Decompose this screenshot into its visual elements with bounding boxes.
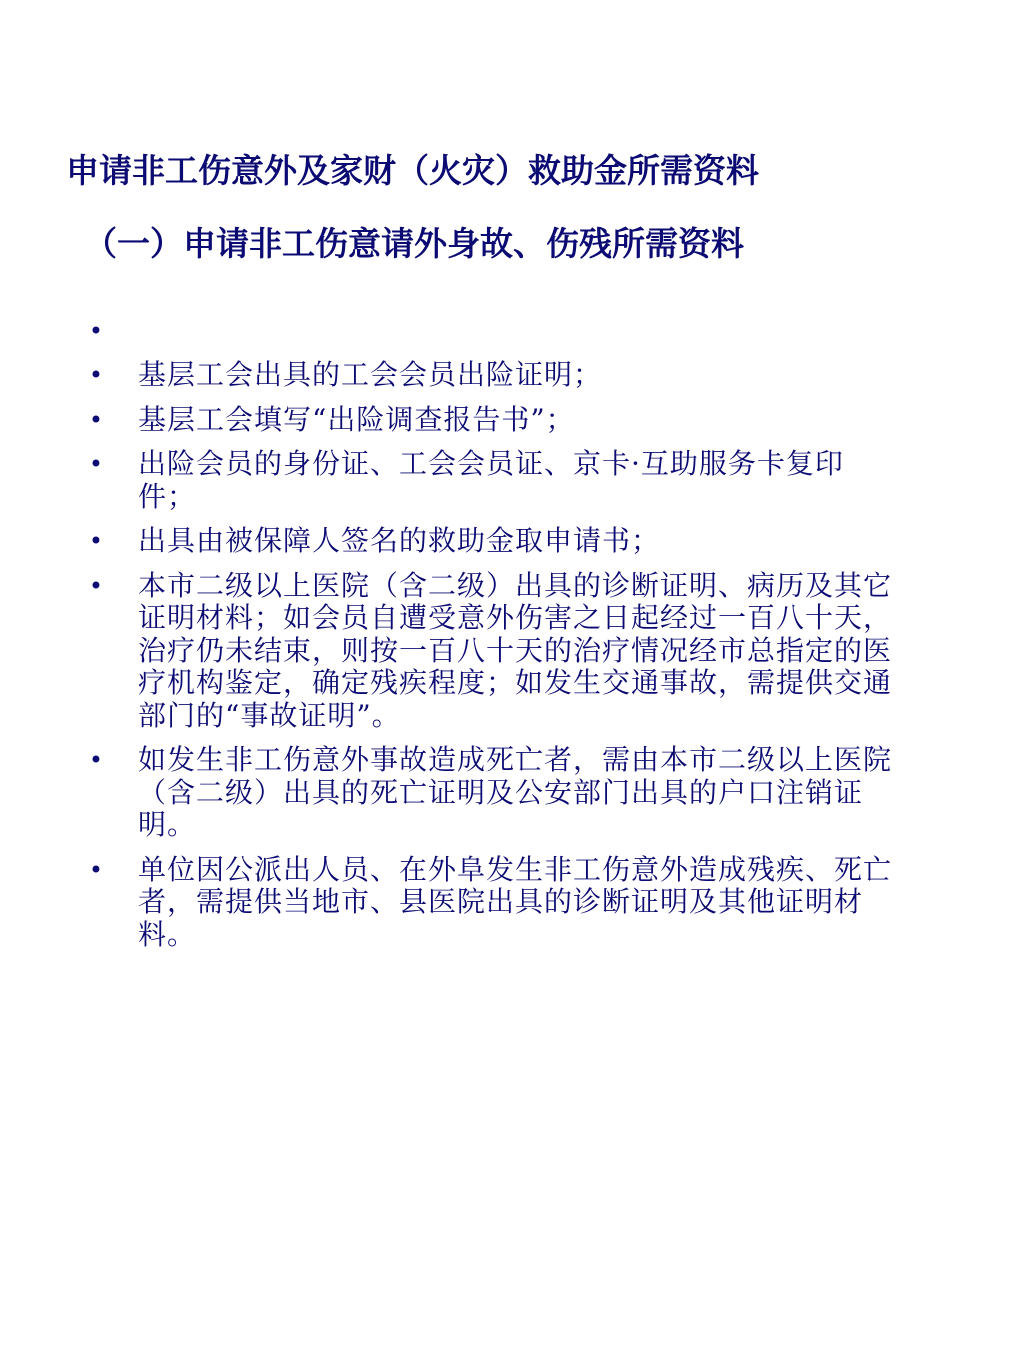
bullet-icon: • [88,450,104,478]
bullet-icon: • [88,317,104,345]
list-item-text: 单位因公派出人员、在外阜发生非工伤意外造成残疾、死亡者，需提供当地市、县医院出具的诊断证明及其他证明材料。 [138,852,893,951]
bullet-icon: • [88,405,104,434]
list-item [86,404,896,437]
list-item-text: 如发生非工伤意外事故造成死亡者，需由本市二级以上医院（含二级）出具的死亡证明及公安部门出具的户口注销证明。 [138,743,893,841]
bullet-icon: • [88,571,104,600]
bullet-icon: • [88,746,104,774]
list-item [86,315,896,347]
requirements-list [86,315,896,963]
bullet-icon: • [88,527,104,555]
list-item [86,525,896,558]
list-item-text: 出险会员的身份证、工会会员证、京卡·互助服务卡复印件； [138,447,844,513]
list-item-text: 本市二级以上医院（含二级）出具的诊断证明、病历及其它证明材料；如会员自遭受意外伤害之日起经过一百八十天，治疗仍未结束，则按一百八十天的治疗情况经市总指定的医疗机构鉴定，确定残疾程度；如发生交通事故，需提供交通部门的“事故证明”。 [138,568,893,732]
list-item [86,744,896,842]
list-item-text: 基层工会出具的工会会员出险证明； [138,358,603,391]
section-subtitle: （一）申请非工伤意请外身故、伤残所需资料 [84,224,744,263]
list-item [86,570,896,733]
list-item-text: 出具由被保障人签名的救助金取申请书； [138,524,661,557]
document-title: 申请非工伤意外及家财（火灾）救助金所需资料 [66,151,759,190]
list-item [86,359,896,392]
bullet-icon: • [88,855,104,884]
list-item-text: 基层工会填写“出险调查报告书”； [138,402,575,436]
list-item [86,448,896,513]
bullet-icon: • [88,361,104,389]
list-item [86,854,896,952]
